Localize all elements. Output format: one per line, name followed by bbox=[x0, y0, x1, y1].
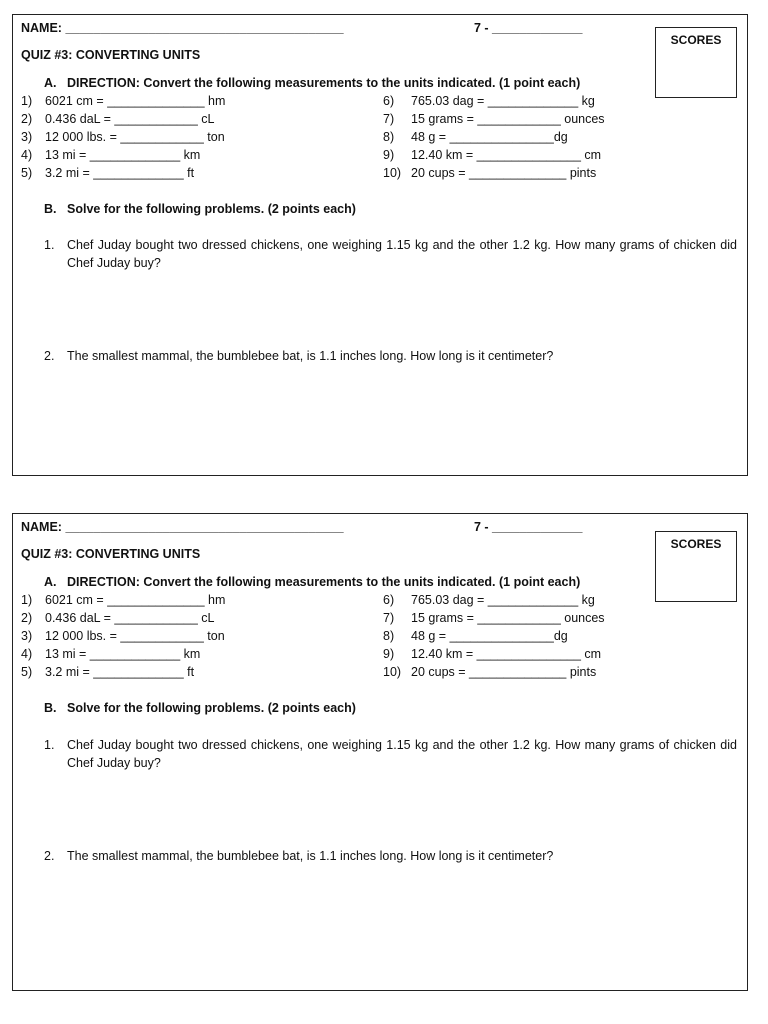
section-b-title: Solve for the following problems. (2 points each) bbox=[67, 701, 356, 715]
problem-item: 1. Chef Juday bought two dressed chickens, one weighing 1.15 kg and the other 1.2 kg. How many grams of chicken did Chef Juday buy? bbox=[44, 238, 737, 270]
section-field-label: 7 - _____________ bbox=[474, 21, 583, 35]
problem-item: 1. Chef Juday bought two dressed chickens, one weighing 1.15 kg and the other 1.2 kg. How many grams of chicken did Chef Juday buy? bbox=[44, 738, 737, 770]
section-b-marker: B. bbox=[44, 202, 57, 216]
name-field-label: NAME: ________________________________________ bbox=[21, 21, 344, 35]
scores-label: SCORES bbox=[670, 537, 722, 551]
quiz-title: QUIZ #3: CONVERTING UNITS bbox=[21, 547, 201, 561]
section-a-direction: DIRECTION: Convert the following measurements to the units indicated. (1 point each) bbox=[67, 76, 581, 90]
section-field-label: 7 - _____________ bbox=[474, 520, 583, 534]
section-b-marker: B. bbox=[44, 701, 57, 715]
scores-box bbox=[655, 531, 737, 602]
name-field-label: NAME: ________________________________________ bbox=[21, 520, 344, 534]
problem-item: 2. The smallest mammal, the bumblebee bat, is 1.1 inches long. How long is it centimeter? bbox=[44, 849, 554, 863]
problem-item: 2. The smallest mammal, the bumblebee bat, is 1.1 inches long. How long is it centimeter? bbox=[44, 349, 554, 363]
scores-box bbox=[655, 27, 737, 98]
section-a-direction: DIRECTION: Convert the following measurements to the units indicated. (1 point each) bbox=[67, 575, 581, 589]
scores-label: SCORES bbox=[670, 33, 722, 47]
section-a-marker: A. bbox=[44, 76, 57, 90]
quiz-sheet-top: NAME: ________________________________________ 7 - _____________ SCORES QUIZ #3: CONVERTING UNITS A. DIRECTION: Convert the following measurements to the units indicated. (1 point each) 1) 6021 cm = ______________ hm 2) 0.436 daL = ____________ cL 3) 12 000 lbs. = ____________ ton 4) 13 mi = _____________ km 5) 3.2 mi = _____________ ft 6) 765.03 dag = _____________ kg 7) 15 grams = ____________ ounces 8) 48 g = _______________dg 9) 12.40 km = _______________ cm 10) 20 cups = ______________ pints B. Solve for the following problems. (2 points each) 1. Chef Juday bought two dressed chickens, one weighing 1.15 kg and the other 1.2 kg. How many grams of chicken did Chef Juday buy? 2. The smallest mammal, the bumblebee bat, is 1.1 inches long. How long is it centimeter? bbox=[12, 14, 748, 476]
section-a-marker: A. bbox=[44, 575, 57, 589]
section-b-title: Solve for the following problems. (2 points each) bbox=[67, 202, 356, 216]
quiz-sheet-bottom: NAME: ________________________________________ 7 - _____________ SCORES QUIZ #3: CONVERTING UNITS A. DIRECTION: Convert the following measurements to the units indicated. (1 point each) 1) 6021 cm = ______________ hm 2) 0.436 daL = ____________ cL 3) 12 000 lbs. = ____________ ton 4) 13 mi = _____________ km 5) 3.2 mi = _____________ ft 6) 765.03 dag = _____________ kg 7) 15 grams = ____________ ounces 8) 48 g = _______________dg 9) 12.40 km = _______________ cm 10) 20 cups = ______________ pints B. Solve for the following problems. (2 points each) 1. Chef Juday bought two dressed chickens, one weighing 1.15 kg and the other 1.2 kg. How many grams of chicken did Chef Juday buy? 2. The smallest mammal, the bumblebee bat, is 1.1 inches long. How long is it centimeter? bbox=[12, 513, 748, 991]
quiz-title: QUIZ #3: CONVERTING UNITS bbox=[21, 48, 201, 62]
